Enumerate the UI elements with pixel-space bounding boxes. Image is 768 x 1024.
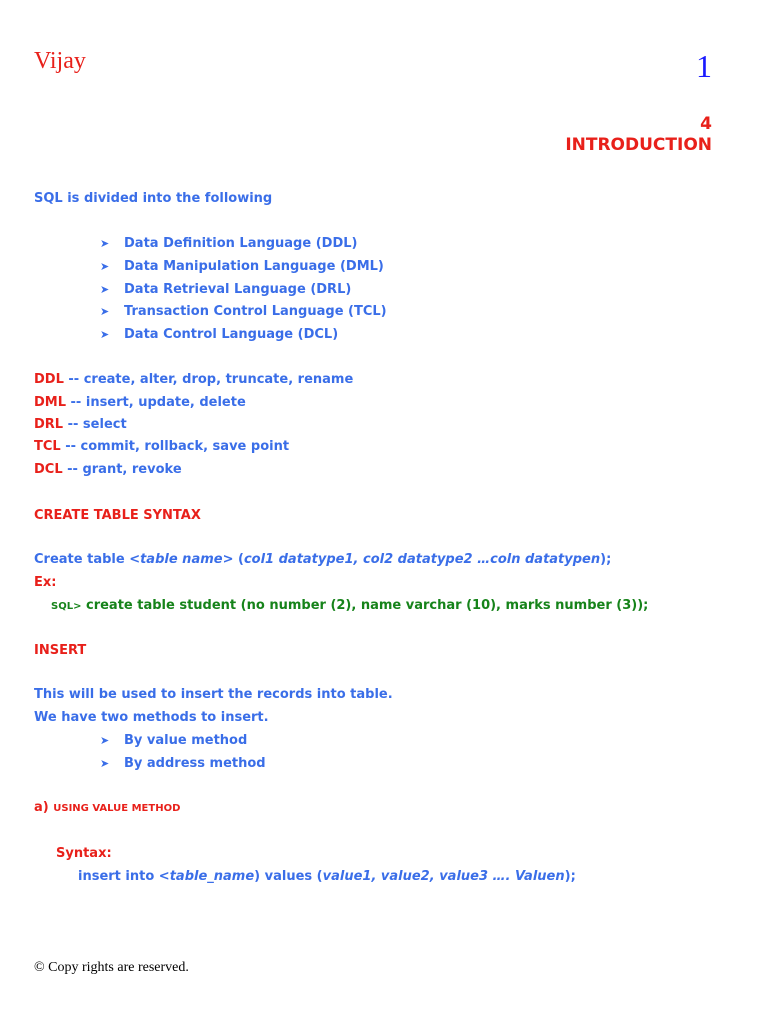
create-table-heading: CREATE TABLE SYNTAX	[34, 508, 201, 523]
value-method-heading: a) USING VALUE METHOD	[34, 800, 181, 815]
syntax-label: Syntax:	[56, 846, 112, 861]
create-table-syntax: Create table <table name> (col1 datatype1, col2 datatype2 …coln datatypen);	[34, 552, 612, 567]
create-table-example: SQL> create table student (no number (2), name varchar (10), marks number (3));	[51, 598, 649, 613]
insert-methods-intro: We have two methods to insert.	[34, 710, 269, 725]
chapter-title: INTRODUCTION	[565, 135, 712, 155]
footer-copyright: © Copy rights are reserved.	[34, 960, 189, 975]
list-item: ➤ Transaction Control Language (TCL)	[100, 304, 387, 319]
arrow-bullet-icon: ➤	[100, 328, 110, 341]
list-item: ➤ Data Retrieval Language (DRL)	[100, 282, 352, 297]
command-row-dml: DML -- insert, update, delete	[34, 395, 246, 410]
arrow-bullet-icon: ➤	[100, 237, 110, 250]
command-row-tcl: TCL -- commit, rollback, save point	[34, 439, 290, 454]
insert-heading: INSERT	[34, 643, 87, 658]
insert-description: This will be used to insert the records into table.	[34, 687, 393, 702]
command-row-ddl: DDL -- create, alter, drop, truncate, rename	[34, 372, 354, 387]
chapter-number: 4	[700, 114, 712, 134]
command-row-drl: DRL -- select	[34, 417, 127, 432]
arrow-bullet-icon: ➤	[100, 305, 110, 318]
list-item: ➤ By address method	[100, 756, 266, 771]
author-name: Vijay	[34, 48, 86, 74]
insert-syntax: insert into <table_name) values (value1, value2, value3 …. Valuen);	[78, 869, 576, 884]
list-item: ➤ By value method	[100, 733, 248, 748]
list-item: ➤ Data Definition Language (DDL)	[100, 236, 358, 251]
list-item: ➤ Data Manipulation Language (DML)	[100, 259, 384, 274]
example-label: Ex:	[34, 575, 57, 590]
intro-text: SQL is divided into the following	[34, 191, 273, 206]
arrow-bullet-icon: ➤	[100, 283, 110, 296]
arrow-bullet-icon: ➤	[100, 734, 110, 747]
page-number: 1	[696, 48, 712, 84]
arrow-bullet-icon: ➤	[100, 757, 110, 770]
list-item: ➤ Data Control Language (DCL)	[100, 327, 339, 342]
command-row-dcl: DCL -- grant, revoke	[34, 462, 182, 477]
arrow-bullet-icon: ➤	[100, 260, 110, 273]
